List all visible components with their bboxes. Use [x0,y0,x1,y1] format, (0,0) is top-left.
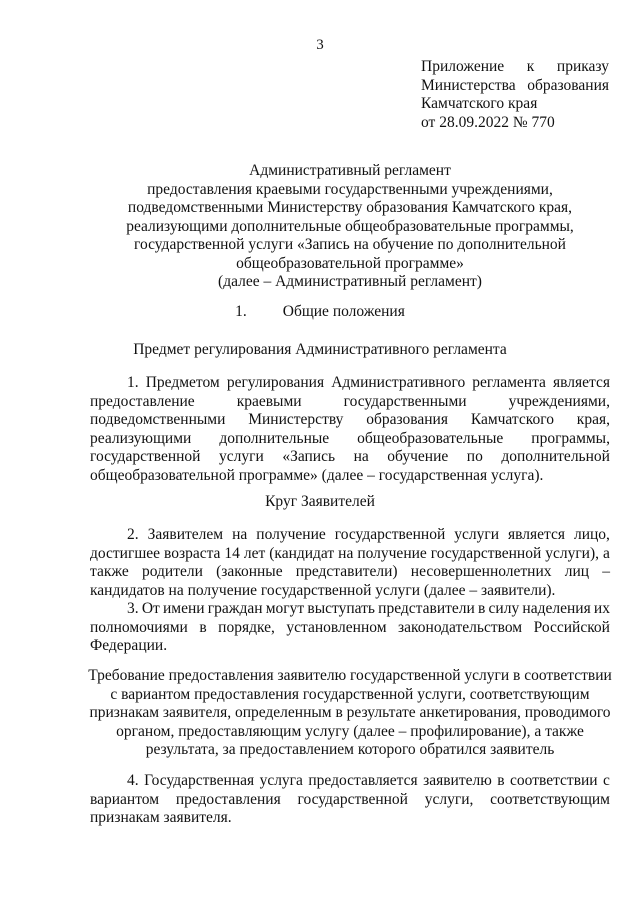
word: общеобразовательные [357,429,504,447]
word: лиц [564,563,590,580]
word: Предметом [145,374,220,391]
paragraph-1 [90,374,610,485]
section-heading [0,303,640,321]
word: граждан [207,600,263,617]
word: соответствии [510,772,598,789]
word: Государственная [144,772,255,789]
word: их [593,600,610,617]
word: государственной [297,790,408,808]
title-line: (далее – Административный регламент) [218,273,482,290]
paragraph-2 [90,526,610,600]
word: законодательством [398,618,523,636]
approval-word: Министерства [421,76,516,94]
word: предоставления [175,790,281,808]
text-line [90,545,610,564]
word: государственной [334,526,446,543]
word: Административного [331,374,466,391]
word: краевыми [236,392,302,410]
word: в [478,600,486,617]
word: получение [357,544,427,562]
word: дополнительные [219,429,330,447]
word: выступать [307,600,375,617]
word: лет [243,544,266,562]
subheading-line: органом, предоставляющим услугу (далее – профилирование), а также [116,722,584,740]
title-line: реализующими дополнительные общеобразовательные программы, [126,217,574,235]
paragraph-3 [90,600,610,656]
word: имени [163,600,205,617]
text-line [90,448,610,467]
word: 14 [224,544,240,562]
word: предоставление [90,392,195,410]
text-line [90,563,610,582]
word: дополнительной [501,448,610,465]
approval-word: к [526,58,535,75]
word: соответствующим [490,790,610,808]
subheading-line: результата, за предоставлением которого обратился заявитель [145,741,555,758]
word: услуга [259,772,303,789]
word: достигшее [90,544,161,562]
word: несовершеннолетних [410,563,552,580]
subheading-line: признакам заявителя, определенным в результате анкетирования, проводимого [89,704,611,721]
subheading-requirement [80,667,620,760]
word: представители [378,600,475,617]
word: представители) [295,563,398,580]
word: заявителю [423,772,492,789]
word: Заявителем [147,526,224,543]
word: является [553,374,610,391]
text-line [90,430,610,449]
word: подведомственными [90,411,226,428]
section-title: Общие положения [282,303,405,320]
word: могут [265,600,305,617]
word: 3. [127,600,139,617]
word: а [602,544,610,562]
approval-line [421,95,609,114]
text-line [90,374,610,393]
approval-word: Камчатского края [421,95,538,112]
approval-word: от 28.09.2022 № 770 [421,113,555,131]
word: Министерству [248,411,344,428]
title-line: общеобразовательной программе» [236,254,464,272]
word: государственной [90,448,201,465]
word: порядке, [218,618,275,636]
word: получение [256,526,326,543]
title-line: предоставления краевыми государственными учреждениями, [147,180,553,198]
text-line [90,637,610,656]
subheading-line: Требование предоставления заявителю государственной услуги в соответствии [88,667,612,684]
word: также [90,563,129,580]
word: (кандидат [269,544,335,562]
word: на [338,544,354,562]
approval-word: приказу [556,58,609,75]
approval-word: образования [527,76,609,94]
approval-word: Приложение [421,58,505,75]
word: вариантом [90,790,160,808]
word: Федерации. [90,637,168,654]
word: регулирования [226,374,325,391]
text-line [90,393,610,412]
word: силу [488,600,520,617]
text-line [90,619,610,638]
word: предоставляется [308,772,418,789]
text-line [90,772,610,791]
approval-line [421,114,609,133]
word: программы, [531,429,610,447]
word: кандидатов на получение государственной услуги (далее – заявители). [90,581,556,599]
word: по [466,448,483,465]
text-line [90,791,610,810]
word: на [232,526,248,543]
subheading-subject: Предмет регулирования Административного регламента [133,341,507,358]
word: обучение [387,448,449,465]
word: родители [141,563,203,580]
word: учреждениями, [508,392,610,410]
word: Российской [533,618,610,636]
word: лицо, [573,526,610,543]
word: 1. [127,374,139,391]
word: образования [366,411,448,428]
word: регламента [472,374,546,391]
word: Камчатского [470,411,554,428]
word: на [353,448,369,465]
word: наделения [522,600,591,617]
word: полномочиями [90,618,188,636]
word: услуги [454,526,500,543]
word: государственными [343,392,467,410]
word: является [508,526,565,543]
word: признакам заявителя. [90,809,232,826]
word: 2. [127,526,139,543]
text-line [90,582,610,601]
word: края, [576,411,610,428]
text-line [90,526,610,545]
word: От [141,600,160,617]
word: услуги, [424,790,474,808]
subheading-applicants: Круг Заявителей [265,493,375,510]
section-number: 1. [235,303,247,320]
text-line [90,467,610,486]
word: услуги [219,448,264,465]
word: с [603,772,610,789]
word: (законные [216,563,283,580]
word: установленном [286,618,387,636]
approval-line [421,58,609,77]
word: государственной [430,544,542,562]
word: общеобразовательной программе» (далее – государственная услуга). [90,466,544,484]
word: «Запись [282,448,336,465]
text-line [90,411,610,430]
word: возраста [164,544,221,562]
page-number: 3 [316,37,324,53]
approval-line [421,77,609,96]
title-line: подведомственными Министерству образования Камчатского края, [127,199,573,216]
approval-block [421,58,609,132]
document-title [60,162,640,292]
word: услуги), [545,544,600,562]
title-line: Административный регламент [249,162,451,179]
text-line [90,809,610,828]
word: в [199,618,207,636]
word: – [602,563,610,580]
paragraph-4 [90,772,610,828]
subheading-line: с вариантом предоставления государственной услуги, соответствующим [110,685,590,703]
word: в [497,772,505,789]
text-line [90,600,610,619]
word: реализующими [90,429,192,447]
title-line: государственной услуги «Запись на обучение по дополнительной [134,236,566,253]
word: 4. [127,772,139,789]
